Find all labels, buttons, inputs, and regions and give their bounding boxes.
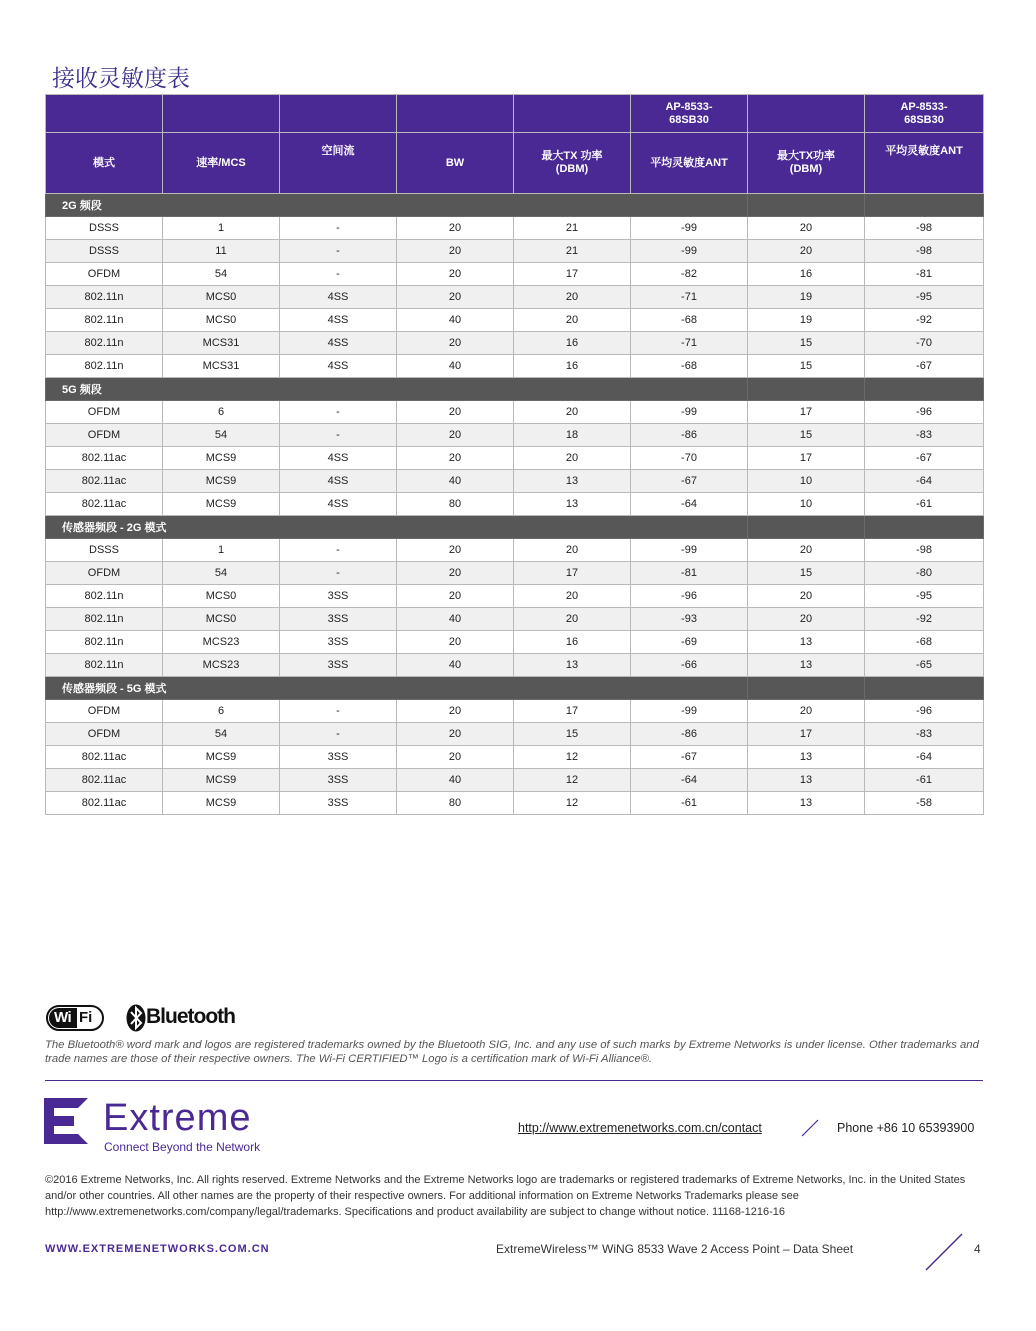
table-cell: 17 bbox=[748, 723, 865, 746]
table-cell: -67 bbox=[631, 746, 748, 769]
table-cell: 15 bbox=[514, 723, 631, 746]
table-cell: 802.11ac bbox=[46, 746, 163, 769]
table-cell: 16 bbox=[514, 332, 631, 355]
table-cell: 802.11n bbox=[46, 286, 163, 309]
table-cell: 1 bbox=[163, 539, 280, 562]
section-blank-cell bbox=[865, 677, 984, 700]
table-cell: 3SS bbox=[280, 769, 397, 792]
table-cell: 54 bbox=[163, 723, 280, 746]
table-cell: 1 bbox=[163, 217, 280, 240]
table-cell: OFDM bbox=[46, 401, 163, 424]
table-cell: -96 bbox=[865, 401, 984, 424]
table-header-row bbox=[46, 133, 984, 194]
table-cell: MCS9 bbox=[163, 447, 280, 470]
table-cell: 4SS bbox=[280, 309, 397, 332]
table-cell: 40 bbox=[397, 470, 514, 493]
table-cell: 20 bbox=[397, 539, 514, 562]
table-cell: -98 bbox=[865, 539, 984, 562]
table-cell: -61 bbox=[865, 769, 984, 792]
table-cell: 13 bbox=[748, 792, 865, 815]
table-row bbox=[46, 769, 984, 792]
table-cell: 17 bbox=[748, 401, 865, 424]
table-cell: 802.11ac bbox=[46, 792, 163, 815]
section-blank-cell bbox=[865, 194, 984, 217]
table-cell: MCS31 bbox=[163, 355, 280, 378]
table-cell: MCS0 bbox=[163, 309, 280, 332]
table-cell: 20 bbox=[748, 608, 865, 631]
table-row bbox=[46, 746, 984, 769]
section-blank-cell bbox=[748, 516, 865, 539]
table-cell: MCS0 bbox=[163, 608, 280, 631]
trademark-disclaimer: The Bluetooth® word mark and logos are registered trademarks owned by the Bluetooth SIG, Inc. and any use of such marks by Extreme Networks is under license. Other trademarks and trade names are those of their respective owners. The Wi-Fi CERTIFIED™ Logo is a certification mark of Wi-Fi Alliance®. bbox=[45, 1039, 979, 1065]
page-number: 4 bbox=[974, 1242, 981, 1256]
table-cell: 802.11n bbox=[46, 332, 163, 355]
slash-divider-icon bbox=[800, 1118, 820, 1138]
header-cell-top: AP-8533- 68SB30 bbox=[865, 95, 984, 133]
table-cell: 20 bbox=[397, 631, 514, 654]
header-cell-top: AP-8533- 68SB30 bbox=[631, 95, 748, 133]
table-cell: 13 bbox=[748, 769, 865, 792]
header-cell-top bbox=[397, 95, 514, 133]
table-cell: 15 bbox=[748, 332, 865, 355]
table-cell: 802.11ac bbox=[46, 769, 163, 792]
table-row bbox=[46, 792, 984, 815]
table-row bbox=[46, 447, 984, 470]
table-cell: 20 bbox=[397, 240, 514, 263]
table-cell: 20 bbox=[748, 240, 865, 263]
table-cell: -99 bbox=[631, 401, 748, 424]
table-cell: 802.11n bbox=[46, 631, 163, 654]
table-cell: -95 bbox=[865, 585, 984, 608]
section-blank-cell bbox=[865, 378, 984, 401]
section-blank-cell bbox=[748, 194, 865, 217]
table-cell: 20 bbox=[514, 585, 631, 608]
table-cell: 6 bbox=[163, 401, 280, 424]
table-cell: MCS0 bbox=[163, 286, 280, 309]
table-cell: 40 bbox=[397, 309, 514, 332]
brand-tagline: Connect Beyond the Network bbox=[104, 1140, 261, 1154]
table-row bbox=[46, 585, 984, 608]
table-cell: -81 bbox=[865, 263, 984, 286]
table-cell: 20 bbox=[748, 585, 865, 608]
table-row bbox=[46, 493, 984, 516]
section-label: 2G 频段 bbox=[46, 194, 748, 217]
table-cell: 3SS bbox=[280, 654, 397, 677]
table-cell: 54 bbox=[163, 424, 280, 447]
section-blank-cell bbox=[748, 677, 865, 700]
header-cell: 平均灵敏度ANT bbox=[865, 133, 984, 194]
table-cell: -96 bbox=[865, 700, 984, 723]
table-cell: -58 bbox=[865, 792, 984, 815]
table-cell: 16 bbox=[748, 263, 865, 286]
table-cell: -96 bbox=[631, 585, 748, 608]
header-cell: 最大TX 功率 (DBM) bbox=[514, 133, 631, 194]
table-cell: -95 bbox=[865, 286, 984, 309]
table-cell: -99 bbox=[631, 539, 748, 562]
table-header-row-top bbox=[46, 95, 984, 133]
header-cell-top bbox=[514, 95, 631, 133]
section-label: 传感器频段 - 2G 模式 bbox=[46, 516, 748, 539]
table-cell: 20 bbox=[748, 700, 865, 723]
table-cell: 10 bbox=[748, 470, 865, 493]
phone-number: Phone +86 10 65393900 bbox=[837, 1121, 975, 1135]
table-cell: 20 bbox=[397, 263, 514, 286]
table-cell: 17 bbox=[748, 447, 865, 470]
table-cell: 80 bbox=[397, 792, 514, 815]
table-cell: -61 bbox=[865, 493, 984, 516]
header-cell: 平均灵敏度ANT bbox=[631, 133, 748, 194]
table-cell: OFDM bbox=[46, 562, 163, 585]
table-cell: -67 bbox=[865, 355, 984, 378]
table-cell: 4SS bbox=[280, 286, 397, 309]
table-cell: 802.11n bbox=[46, 608, 163, 631]
table-cell: 802.11ac bbox=[46, 447, 163, 470]
table-cell: - bbox=[280, 401, 397, 424]
header-cell-top bbox=[280, 95, 397, 133]
table-cell: 20 bbox=[514, 608, 631, 631]
table-cell: 802.11ac bbox=[46, 470, 163, 493]
table-cell: -99 bbox=[631, 217, 748, 240]
table-cell: -83 bbox=[865, 424, 984, 447]
table-row bbox=[46, 723, 984, 746]
table-cell: 802.11n bbox=[46, 355, 163, 378]
table-cell: 16 bbox=[514, 631, 631, 654]
table-cell: MCS9 bbox=[163, 746, 280, 769]
table-cell: -98 bbox=[865, 217, 984, 240]
table-cell: 4SS bbox=[280, 332, 397, 355]
table-row bbox=[46, 539, 984, 562]
section-blank-cell bbox=[865, 516, 984, 539]
table-cell: 4SS bbox=[280, 470, 397, 493]
table-cell: -68 bbox=[865, 631, 984, 654]
table-cell: -86 bbox=[631, 723, 748, 746]
table-row bbox=[46, 263, 984, 286]
table-row bbox=[46, 470, 984, 493]
header-cell: BW bbox=[397, 133, 514, 194]
table-cell: 40 bbox=[397, 769, 514, 792]
footer-website[interactable]: WWW.EXTREMENETWORKS.COM.CN bbox=[45, 1243, 270, 1255]
header-cell-top bbox=[46, 95, 163, 133]
header-cell-top bbox=[163, 95, 280, 133]
table-cell: MCS9 bbox=[163, 792, 280, 815]
table-cell: 20 bbox=[514, 539, 631, 562]
table-cell: 40 bbox=[397, 355, 514, 378]
table-cell: -99 bbox=[631, 240, 748, 263]
table-cell: 16 bbox=[514, 355, 631, 378]
table-row bbox=[46, 608, 984, 631]
table-cell: -68 bbox=[631, 309, 748, 332]
table-cell: MCS9 bbox=[163, 493, 280, 516]
table-cell: - bbox=[280, 723, 397, 746]
table-cell: - bbox=[280, 263, 397, 286]
table-cell: 21 bbox=[514, 240, 631, 263]
table-cell: 802.11n bbox=[46, 309, 163, 332]
table-cell: 54 bbox=[163, 562, 280, 585]
table-cell: 20 bbox=[514, 447, 631, 470]
table-cell: MCS31 bbox=[163, 332, 280, 355]
table-cell: 3SS bbox=[280, 608, 397, 631]
table-cell: DSSS bbox=[46, 240, 163, 263]
table-cell: 15 bbox=[748, 562, 865, 585]
table-cell: -86 bbox=[631, 424, 748, 447]
table-cell: 20 bbox=[397, 447, 514, 470]
table-cell: DSSS bbox=[46, 217, 163, 240]
table-cell: -98 bbox=[865, 240, 984, 263]
table-cell: 11 bbox=[163, 240, 280, 263]
table-cell: 4SS bbox=[280, 447, 397, 470]
table-cell: MCS23 bbox=[163, 654, 280, 677]
table-cell: 20 bbox=[514, 309, 631, 332]
table-cell: 13 bbox=[748, 654, 865, 677]
table-row bbox=[46, 401, 984, 424]
table-cell: -81 bbox=[631, 562, 748, 585]
table-cell: 19 bbox=[748, 286, 865, 309]
bluetooth-icon bbox=[126, 1004, 146, 1032]
table-cell: 20 bbox=[397, 332, 514, 355]
table-cell: 21 bbox=[514, 217, 631, 240]
header-cell: 速率/MCS bbox=[163, 133, 280, 194]
table-cell: -64 bbox=[631, 769, 748, 792]
table-cell: -93 bbox=[631, 608, 748, 631]
table-cell: 3SS bbox=[280, 585, 397, 608]
section-header-row bbox=[46, 378, 984, 401]
brand-name: Extreme bbox=[103, 1097, 252, 1139]
table-cell: 20 bbox=[514, 286, 631, 309]
table-row bbox=[46, 562, 984, 585]
table-cell: - bbox=[280, 539, 397, 562]
table-cell: 13 bbox=[514, 493, 631, 516]
table-cell: 13 bbox=[514, 654, 631, 677]
table-cell: -64 bbox=[631, 493, 748, 516]
section-label: 传感器频段 - 5G 模式 bbox=[46, 677, 748, 700]
table-body bbox=[46, 194, 984, 815]
table-cell: 17 bbox=[514, 562, 631, 585]
table-cell: 12 bbox=[514, 792, 631, 815]
table-cell: 4SS bbox=[280, 355, 397, 378]
table-cell: 6 bbox=[163, 700, 280, 723]
section-header-row bbox=[46, 677, 984, 700]
contact-link[interactable]: http://www.extremenetworks.com.cn/contact bbox=[518, 1121, 762, 1135]
table-cell: 40 bbox=[397, 654, 514, 677]
table-cell: 18 bbox=[514, 424, 631, 447]
table-cell: -71 bbox=[631, 286, 748, 309]
table-cell: -65 bbox=[865, 654, 984, 677]
table-cell: 3SS bbox=[280, 746, 397, 769]
table-cell: - bbox=[280, 562, 397, 585]
table-cell: 80 bbox=[397, 493, 514, 516]
table-cell: 19 bbox=[748, 309, 865, 332]
table-cell: 12 bbox=[514, 746, 631, 769]
table-row bbox=[46, 309, 984, 332]
table-cell: OFDM bbox=[46, 424, 163, 447]
table-cell: -67 bbox=[631, 470, 748, 493]
table-cell: 17 bbox=[514, 700, 631, 723]
table-cell: 20 bbox=[397, 746, 514, 769]
footer-document-title: ExtremeWireless™ WiNG 8533 Wave 2 Access Point – Data Sheet bbox=[496, 1242, 854, 1256]
table-cell: -92 bbox=[865, 608, 984, 631]
table-cell: 20 bbox=[397, 424, 514, 447]
table-row bbox=[46, 240, 984, 263]
table-cell: OFDM bbox=[46, 263, 163, 286]
page-title: 接收灵敏度表 bbox=[52, 66, 190, 92]
bluetooth-logo-text: Bluetooth bbox=[146, 1005, 235, 1028]
table-cell: - bbox=[280, 700, 397, 723]
table-row bbox=[46, 355, 984, 378]
table-cell: 13 bbox=[748, 746, 865, 769]
table-cell: 20 bbox=[748, 539, 865, 562]
section-blank-cell bbox=[748, 378, 865, 401]
section-header-row bbox=[46, 516, 984, 539]
table-cell: 20 bbox=[397, 217, 514, 240]
table-cell: 13 bbox=[748, 631, 865, 654]
table-cell: OFDM bbox=[46, 723, 163, 746]
sensitivity-table bbox=[45, 94, 984, 815]
table-cell: -66 bbox=[631, 654, 748, 677]
table-cell: MCS23 bbox=[163, 631, 280, 654]
table-cell: 20 bbox=[397, 562, 514, 585]
table-row bbox=[46, 654, 984, 677]
table-row bbox=[46, 217, 984, 240]
table-row bbox=[46, 700, 984, 723]
table-cell: OFDM bbox=[46, 700, 163, 723]
section-header-row bbox=[46, 194, 984, 217]
header-cell: 模式 bbox=[46, 133, 163, 194]
table-cell: 802.11n bbox=[46, 654, 163, 677]
table-cell: 13 bbox=[514, 470, 631, 493]
table-cell: -99 bbox=[631, 700, 748, 723]
table-cell: -70 bbox=[865, 332, 984, 355]
table-cell: -80 bbox=[865, 562, 984, 585]
table-cell: -68 bbox=[631, 355, 748, 378]
header-cell: 空间流 bbox=[280, 133, 397, 194]
table-row bbox=[46, 286, 984, 309]
table-cell: -69 bbox=[631, 631, 748, 654]
table-cell: 17 bbox=[514, 263, 631, 286]
table-cell: - bbox=[280, 424, 397, 447]
wifi-logo-text-fi: Fi bbox=[79, 1009, 93, 1026]
table-cell: 3SS bbox=[280, 631, 397, 654]
table-cell: DSSS bbox=[46, 539, 163, 562]
table-cell: 20 bbox=[514, 401, 631, 424]
table-cell: 802.11n bbox=[46, 585, 163, 608]
table-cell: 15 bbox=[748, 355, 865, 378]
table-cell: -82 bbox=[631, 263, 748, 286]
table-cell: -61 bbox=[631, 792, 748, 815]
table-cell: -67 bbox=[865, 447, 984, 470]
table-cell: -64 bbox=[865, 470, 984, 493]
table-cell: -71 bbox=[631, 332, 748, 355]
table-cell: 20 bbox=[397, 401, 514, 424]
section-label: 5G 频段 bbox=[46, 378, 748, 401]
table-cell: 4SS bbox=[280, 493, 397, 516]
header-cell-top bbox=[748, 95, 865, 133]
divider bbox=[45, 1080, 983, 1081]
table-cell: 12 bbox=[514, 769, 631, 792]
extreme-logo-icon bbox=[44, 1098, 88, 1144]
table-row bbox=[46, 424, 984, 447]
table-cell: -64 bbox=[865, 746, 984, 769]
header-cell: 最大TX功率 (DBM) bbox=[748, 133, 865, 194]
table-cell: 20 bbox=[397, 585, 514, 608]
table-cell: - bbox=[280, 240, 397, 263]
table-cell: MCS9 bbox=[163, 470, 280, 493]
table-cell: 20 bbox=[397, 723, 514, 746]
table-cell: 20 bbox=[397, 286, 514, 309]
wifi-logo-text: Wi bbox=[54, 1009, 72, 1026]
table-cell: -83 bbox=[865, 723, 984, 746]
table-row bbox=[46, 631, 984, 654]
table-cell: 10 bbox=[748, 493, 865, 516]
table-cell: 20 bbox=[748, 217, 865, 240]
table-cell: 15 bbox=[748, 424, 865, 447]
table-cell: 3SS bbox=[280, 792, 397, 815]
table-cell: 802.11ac bbox=[46, 493, 163, 516]
table-cell: -70 bbox=[631, 447, 748, 470]
table-cell: 40 bbox=[397, 608, 514, 631]
table-cell: 20 bbox=[397, 700, 514, 723]
slash-divider-icon bbox=[924, 1232, 964, 1272]
table-cell: 54 bbox=[163, 263, 280, 286]
table-row bbox=[46, 332, 984, 355]
table-cell: MCS9 bbox=[163, 769, 280, 792]
table-cell: MCS0 bbox=[163, 585, 280, 608]
copyright-notice: ©2016 Extreme Networks, Inc. All rights reserved. Extreme Networks and the Extreme Networks logo are trademarks or registered trademarks of Extreme Networks, Inc. in the United States and/or other countries. All other names are the property of their respective owners. For additional information on Extreme Networks Trademarks please see http://www.extremenetworks.com/company/legal/trademarks. Specifications and product availability are subject to change without notice. 11168-1216-16 bbox=[45, 1174, 966, 1218]
table-cell: - bbox=[280, 217, 397, 240]
table-cell: -92 bbox=[865, 309, 984, 332]
